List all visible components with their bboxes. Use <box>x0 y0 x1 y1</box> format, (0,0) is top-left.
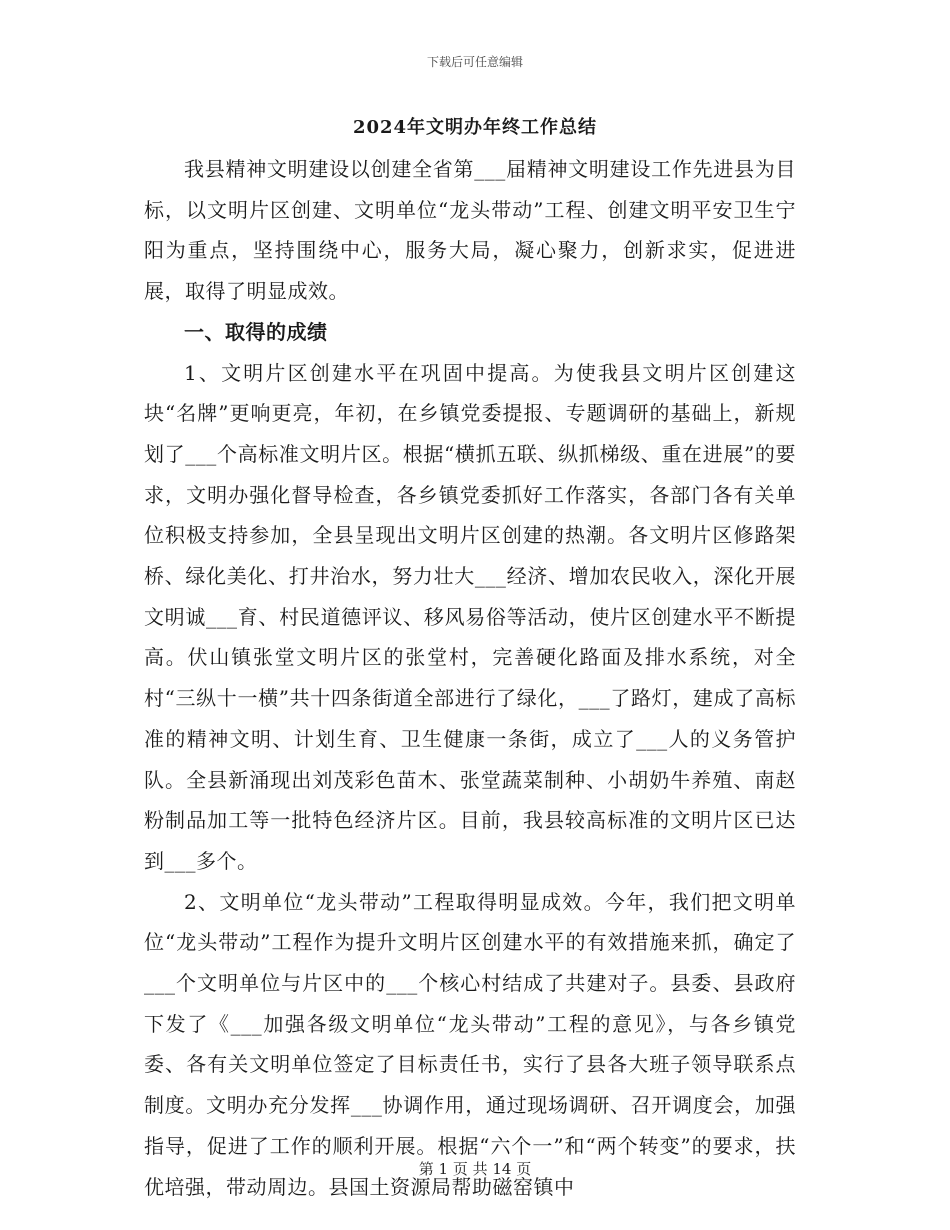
paragraph-item-1: 1、文明片区创建水平在巩固中提高。为使我县文明片区创建这块“名牌”更响更亮，年初，在乡镇党委提报、专题调研的基础上，新规划了___个高标准文明片区。根据“横抓五联、纵抓梯级、重在进展”的要求，文明办强化督导检查，各乡镇党委抓好工作落实，各部门各有关单位积极支持参加，全县呈现出文明片区创建的热潮。各文明片区修路架桥、绿化美化、打井治水，努力壮大___经济、增加农民收入，深化开展文明诚___育、村民道德评议、移风易俗等活动，使片区创建水平不断提高。伏山镇张堂文明片区的张堂村，完善硬化路面及排水系统，对全村“三纵十一横”共十四条街道全部进行了绿化，___了路灯，建成了高标准的精神文明、计划生育、卫生健康一条街，成立了___人的义务管护队。全县新涌现出刘茂彩色苗木、张堂蔬菜制种、小胡奶牛养殖、南赵粉制品加工等一批特色经济片区。目前，我县较高标准的文明片区已达到___多个。 <box>144 360 796 873</box>
section-heading: 一、取得的成绩 <box>184 319 328 344</box>
document-body <box>144 149 796 1207</box>
page-number-footer: 第 1 页 共 14 页 <box>418 1160 532 1178</box>
intro-paragraph: 我县精神文明建设以创建全省第___届精神文明建设工作先进县为目标，以文明片区创建、文明单位“龙头带动”工程、创建文明平安卫生宁阳为重点，坚持围绕中心，服务大局，凝心聚力，创新求实，促进进展，取得了明显成效。 <box>144 157 796 304</box>
paragraph-item-2: 2、文明单位“龙头带动”工程取得明显成效。今年，我们把文明单位“龙头带动”工程作为提升文明片区创建水平的有效措施来抓，确定了___个文明单位与片区中的___个核心村结成了共建对子。县委、县政府下发了《___加强各级文明单位“龙头带动”工程的意见》，与各乡镇党委、各有关文明单位签定了目标责任书，实行了县各大班子领导联系点制度。文明办充分发挥___协调作用，通过现场调研、召开调度会，加强指导，促进了工作的顺利开展。根据“六个一”和“两个转变”的要求，扶优培强，带动周边。县国土资源局帮助磁窑镇中 <box>144 889 796 1199</box>
document-title: 2024年文明办年终工作总结 <box>352 117 598 138</box>
download-note: 下载后可任意编辑 <box>426 55 523 69</box>
